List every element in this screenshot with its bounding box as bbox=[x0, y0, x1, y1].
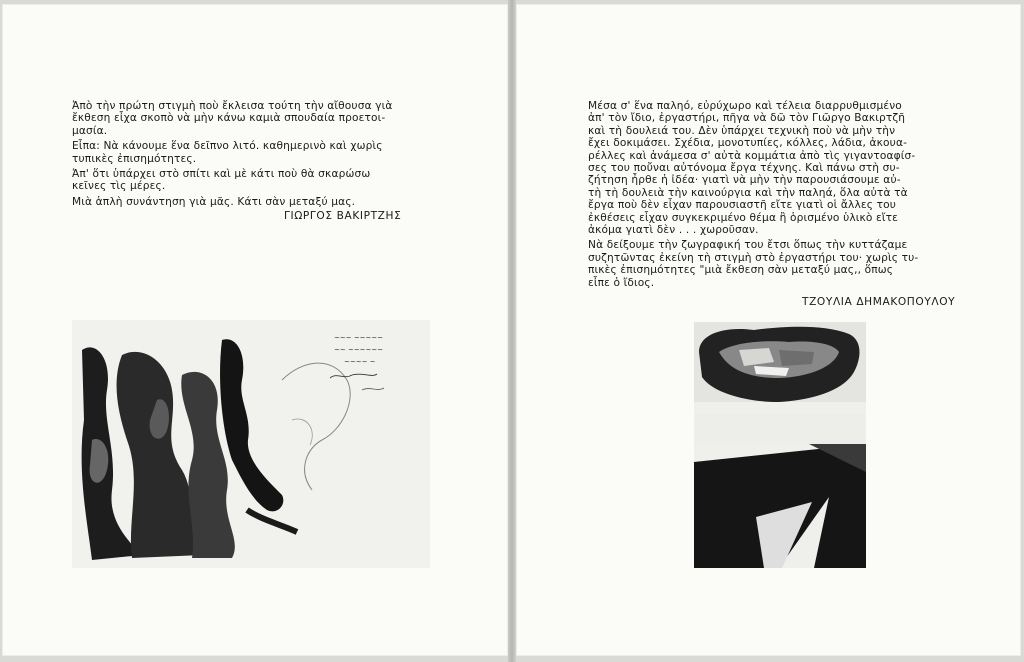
left-paragraph: Μιὰ ἁπλὴ συνάντηση γιὰ μᾶς. Κάτι σὰν μεταξύ μας. bbox=[72, 195, 356, 208]
right-paragraph: Μέσα σ' ἕνα παληό, εὐρύχωρο καὶ τέλεια διαρρυθμισμένο ἀπ' τὸν ἴδιο, ἐργαστήρι, πῆγα νὰ δῶ τὸν Γιῶργο Βακιρτζῆ καὶ τὴ δουλειά του. Δὲν ὑπάρχει τεχνικὴ ποὺ νὰ μὴν τὴν ἔχει δοκιμάσει. Σχέδια, μονοτυπίες, κόλλες, λάδια, ἀκουα- ρέλλες καὶ ἀνάμεσα σ' αὐτὰ κομμάτια ἀπὸ τὶς γιγαντοαφίσ- σες του ποὔναι αὐτόνομα ἔργα τέχνης. Καὶ πάνω στὴ συ- ζήτηση ἦρθε ἡ ἰδέα· γιατὶ νὰ μὴν τὴν παρουσιάσουμε αὐ- τὴ τὴ δουλειὰ τὴν καινούργια καὶ τὴν παληά, ὅλα αὐτὰ τὰ ἔργα ποὺ δὲν εἶχαν παρουσιαστῆ εἴτε γιατὶ οἱ ἄλλες του ἐκθέσεις εἶχαν συγκεκριμένο θέμα ἢ ὁρισμένο ὑλικὸ εἴτε ἀκόμα γιατὶ δὲν . . . χωροῦσαν. bbox=[588, 100, 916, 237]
left-page bbox=[2, 4, 508, 656]
geometric-still-life-image bbox=[694, 322, 866, 568]
left-signature: ΓΙΩΡΓΟΣ ΒΑΚΙΡΤΖΗΣ bbox=[284, 210, 402, 222]
right-paragraph: Νὰ δείξουμε τὴν ζωγραφική του ἔτσι ὅπως τὴν κυττάζαμε συζητῶντας ἐκείνη τὴ στιγμὴ στὸ ἐργαστήρι του· χωρὶς τυ- πικὲς ἐπισημότητες "μιὰ ἔκθεση σὰν μεταξύ μας,, ὅπως εἶπε ὁ ἴδιος. bbox=[588, 239, 919, 289]
svg-text:~~~~ ~: ~~~~ ~ bbox=[344, 358, 376, 366]
left-paragraph: Ἀπὸ τὴν πρώτη στιγμὴ ποὺ ἔκλεισα τούτη τὴν αἴθουσα γιὰ ἔκθεση εἶχα σκοπὸ νὰ μὴν κάνω καμιὰ σπουδαία προετοι- μασία. bbox=[72, 100, 393, 137]
svg-text:~~ ~~~~~~: ~~ ~~~~~~ bbox=[334, 346, 384, 354]
left-paragraph: Ἀπ' ὅτι ὑπάρχει στὸ σπίτι καὶ μὲ κάτι ποὺ θὰ σκαρώσω κεῖνες τὶς μέρες. bbox=[72, 168, 371, 193]
book-gutter bbox=[508, 0, 516, 662]
right-signature: ΤΖΟΥΛΙΑ ΔΗΜΑΚΟΠΟΥΛΟΥ bbox=[802, 296, 956, 308]
right-text-block bbox=[588, 100, 960, 292]
svg-text:~~~ ~~~~~: ~~~ ~~~~~ bbox=[334, 334, 384, 342]
right-page bbox=[516, 4, 1021, 656]
left-text-block bbox=[72, 100, 444, 211]
ink-drawing-image bbox=[72, 320, 430, 568]
left-paragraph: Εἶπα: Νὰ κάνουμε ἕνα δεῖπνο λιτό. καθημερινὸ καὶ χωρὶς τυπικὲς ἐπισημότητες. bbox=[72, 140, 383, 165]
